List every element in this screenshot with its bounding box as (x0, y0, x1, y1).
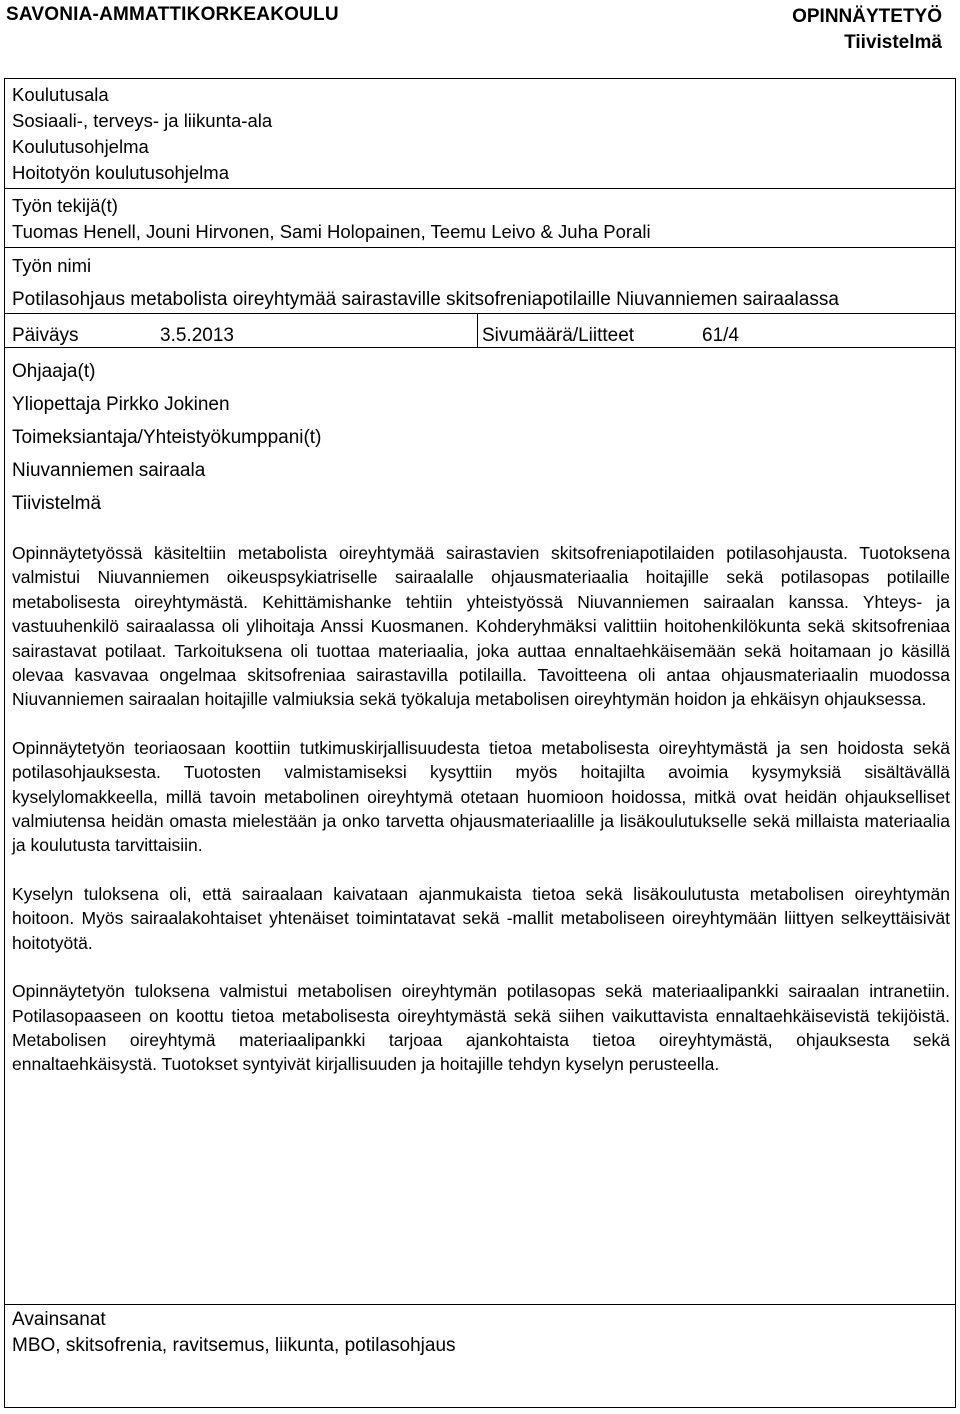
document-type (792, 4, 942, 56)
document-type-label: OPINNÄYTETYÖ (792, 6, 942, 27)
divider (5, 1304, 955, 1305)
divider-vertical (477, 313, 478, 347)
field-label-keywords: Avainsanat (12, 1309, 106, 1330)
field-value-date: 3.5.2013 (160, 325, 234, 346)
field-value-koulutusala: Sosiaali-, terveys- ja liikunta-ala (12, 110, 273, 131)
supervisor-section (5, 359, 955, 517)
field-label-date: Päiväys (12, 325, 79, 346)
field-label-commissioner: Toimeksiantaja/Yhteistyökumppani(t) (12, 427, 322, 448)
field-value-authors: Tuomas Henell, Jouni Hirvonen, Sami Holopainen, Teemu Leivo & Juha Porali (12, 221, 651, 242)
school-name: SAVONIA-AMMATTIKORKEAKOULU (6, 4, 339, 25)
abstract-paragraph: Opinnäytetyössä käsiteltiin metabolista oireyhtymää sairastavien skitsofreniapotilaiden potilasohjausta. Tuotoksena valmistui Niuvanniemen oikeuspsykiatriselle sairaalalle ohjausmateriaalia hoitajille sekä potilasopas potilaille metabolisesta oireyhtymästä. Kehittämishanke tehtiin yhteistyössä Niuvanniemen sairaalan kanssa. Yhteys- ja vastuuhenkilö sairaalassa oli ylihoitaja Anssi Kuosmanen. Kohderyhmäksi valittiin hoitohenkilökunta sekä skitsofreniaa sairastavat potilaat. Tarkoituksena oli tuottaa materiaalia, joka auttaa ennaltaehkäisemään sekä hoitamaan jo käsillä olevaa kasvavaa ongelmaa skitsofreniaa sairastavilla potilailla. Tavoitteena oli antaa ohjausmateriaalin muodossa Niuvanniemen sairaalan hoitajille valmiuksia sekä työkaluja metabolisen oireyhtymän hoidon ja ehkäisyn ohjauksessa. (12, 543, 950, 710)
abstract-paragraph: Kyselyn tuloksena oli, että sairaalaan kaivataan ajanmukaista tietoa sekä lisäkoulutusta metabolisen oireyhtymän hoitoon. Myös sairaalakohtaiset yhtenäiset toimintatavat sekä -mallit metaboliseen oireyhtymään liittyen selkeyttäisivät hoitotyötä. (12, 883, 950, 953)
field-value-pages: 61/4 (702, 325, 739, 346)
authors-section (5, 193, 955, 245)
divider (5, 247, 955, 248)
abstract-paragraph: Opinnäytetyön tuloksena valmistui metabolisen oireyhtymän potilasopas sekä materiaalipankki sairaalan intranetiin. Potilasopaaseen on koottu tietoa metabolisesta oireyhtymästä sekä siihen vaikuttavista ennaltaehkäisevistä tekijöistä. Metabolisen oireyhtymä materiaalipankki tarjoaa ajankohtaista tietoa oireyhtymästä, ohjauksesta sekä ennaltaehkäisystä. Tuotokset syntyivät kirjallisuuden ja hoitajille tehdyn kyselyn perusteella. (12, 981, 950, 1075)
field-label-title: Työn nimi (12, 255, 92, 276)
field-label-koulutusala: Koulutusala (12, 84, 109, 105)
field-label-koulutusohjelma: Koulutusohjelma (12, 136, 149, 157)
field-value-keywords: MBO, skitsofrenia, ravitsemus, liikunta, potilasohjaus (12, 1335, 456, 1356)
field-value-supervisor: Yliopettaja Pirkko Jokinen (12, 394, 230, 415)
field-value-commissioner: Niuvanniemen sairaala (12, 460, 206, 481)
divider (5, 188, 955, 189)
title-section (5, 253, 955, 313)
field-label-supervisor: Ohjaaja(t) (12, 361, 96, 382)
abstract-form (4, 78, 956, 1408)
document-subtype-label: Tiivistelmä (844, 32, 942, 53)
abstract-body (12, 541, 950, 1077)
education-section (5, 82, 955, 186)
abstract-paragraph: Opinnäytetyön teoriaosaan koottiin tutkimuskirjallisuudesta tietoa metabolisesta oireyhtymästä ja sen hoidosta sekä potilasohjauksesta. Tuotosten valmistamiseksi kysyttiin myös hoitajilta avoimia kysymyksiä sisältävällä kyselylomakkeella, millä tavoin metabolinen oireyhtymä otetaan huomioon hoidossa, mitkä ovat heidän ohjaukselliset valmiutensa heidän omasta mielestään ja onko tarvetta ohjausmateriaalille ja lisäkoulutukselle sekä millaista materiaalia ja koulutusta tarvittaisiin. (12, 737, 950, 856)
divider (5, 347, 955, 348)
field-value-title: Potilasohjaus metabolista oireyhtymää sairastaville skitsofreniapotilaille Niuvanniemen sairaalassa (12, 289, 839, 310)
field-label-pages: Sivumäärä/Liitteet (482, 325, 635, 346)
keywords-section (5, 1307, 955, 1359)
field-value-koulutusohjelma: Hoitotyön koulutusohjelma (12, 162, 229, 183)
field-label-authors: Työn tekijä(t) (12, 195, 118, 216)
divider (5, 313, 955, 314)
field-label-abstract: Tiivistelmä (12, 493, 102, 514)
